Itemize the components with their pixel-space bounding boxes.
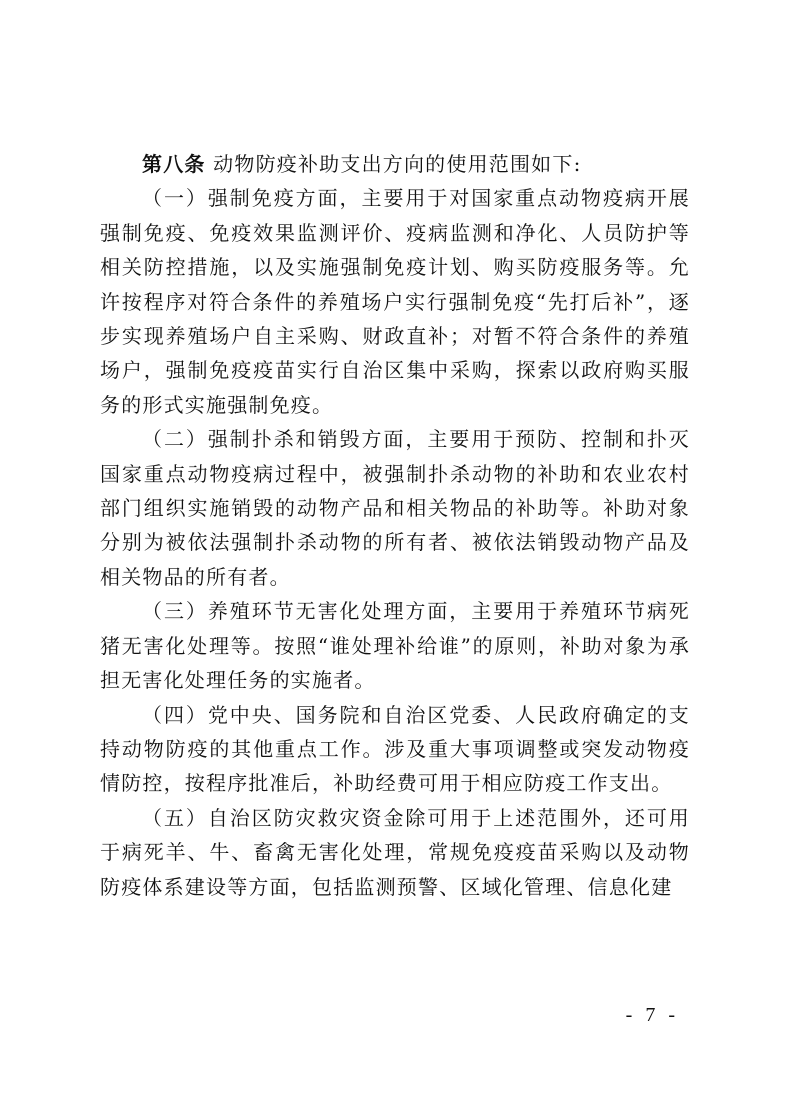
article-heading-paragraph: [100, 147, 690, 181]
article-number: 第八条: [142, 152, 206, 176]
page-number: - 7 -: [625, 1004, 679, 1026]
paragraph-5: （五）自治区防灾救灾资金除可用于上述范围外，还可用于病死羊、牛、畜禽无害化处理，常规免疫疫苗采购以及动物防疫体系建设等方面，包括监测预警、区域化管理、信息化建: [100, 805, 690, 899]
paragraph-2: （二）强制扑杀和销毁方面，主要用于预防、控制和扑灭国家重点动物疫病过程中，被强制扑杀动物的补助和农业农村部门组织实施销毁的动物产品和相关物品的补助等。补助对象分别为被依法强制扑杀动物的所有者、被依法销毁动物产品及相关物品的所有者。: [100, 427, 690, 589]
article-intro: 动物防疫补助支出方向的使用范围如下:: [205, 152, 582, 176]
paragraph-3: （三）养殖环节无害化处理方面，主要用于养殖环节病死猪无害化处理等。按照“谁处理补给谁”的原则，补助对象为承担无害化处理任务的实施者。: [100, 599, 690, 693]
document-body: [100, 147, 690, 904]
paragraph-4: （四）党中央、国务院和自治区党委、人民政府确定的支持动物防疫的其他重点工作。涉及重大事项调整或突发动物疫情防控，按程序批准后，补助经费可用于相应防疫工作支出。: [100, 702, 690, 796]
paragraph-1: （一）强制免疫方面，主要用于对国家重点动物疫病开展强制免疫、免疫效果监测评价、疫病监测和净化、人员防护等相关防控措施，以及实施强制免疫计划、购买防疫服务等。允许按程序对符合条件的养殖场户实行强制免疫“先打后补”，逐步实现养殖场户自主采购、财政直补；对暂不符合条件的养殖场户，强制免疫疫苗实行自治区集中采购，探索以政府购买服务的形式实施强制免疫。: [100, 186, 690, 417]
